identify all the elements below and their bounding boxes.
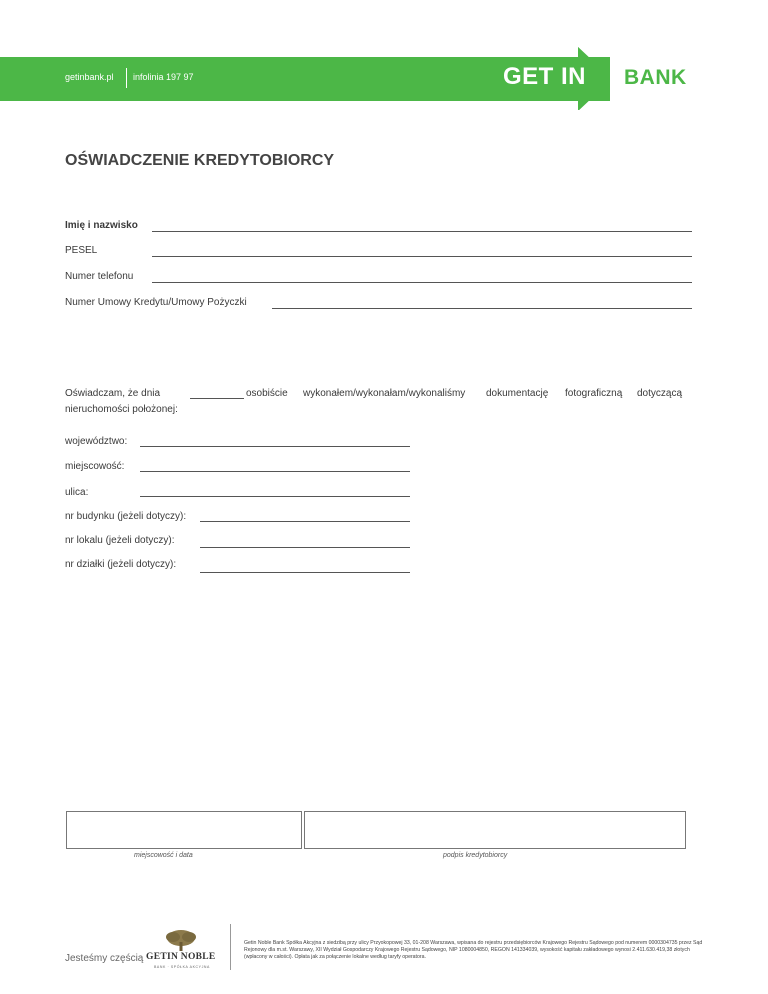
pesel-label: PESEL (65, 245, 98, 256)
apartment-no-field[interactable] (200, 547, 410, 548)
place-date-caption: miejscowość i data (134, 852, 193, 859)
place-date-box[interactable] (66, 811, 302, 849)
footer-part-of: Jesteśmy częścią (65, 953, 144, 964)
logo-get-in: GET IN (503, 63, 587, 90)
voivodeship-label: województwo: (65, 436, 128, 447)
phone-field[interactable] (152, 282, 692, 283)
street-field[interactable] (140, 496, 410, 497)
phone-label: Numer telefonu (65, 271, 134, 282)
building-no-field[interactable] (200, 521, 410, 522)
hotline-text: infolinia 197 97 (133, 72, 194, 82)
statement-word: wykonałem/wykonałam/wykonaliśmy (303, 388, 466, 399)
signature-caption: podpis kredytobiorcy (443, 852, 508, 859)
agreement-number-label: Numer Umowy Kredytu/Umowy Pożyczki (65, 297, 247, 308)
city-field[interactable] (140, 471, 410, 472)
pesel-field[interactable] (152, 256, 692, 257)
statement-date-field[interactable] (190, 398, 244, 399)
signature-box[interactable] (304, 811, 686, 849)
city-label: miejscowość: (65, 461, 125, 472)
statement-line-2: nieruchomości położonej: (65, 404, 178, 415)
street-label: ulica: (65, 487, 89, 498)
footer-divider (230, 924, 231, 970)
header-divider (126, 68, 127, 88)
statement-word: osobiście (246, 388, 288, 399)
plot-no-field[interactable] (200, 572, 410, 573)
footer-legal-text: Getin Noble Bank Spółka Akcyjna z siedzibą przy ulicy Przyokopowej 33, 01-208 Warszawa, wpisana do rejestru przedsiębiorców Krajowego Rejestru Sądowego pod numerem 0000304735 przez Sąd Rejonowy dla m.st. Warszawy, XII Wydział Gospodarczy Krajowego Rejestru Sądowego, NIP 1080004850, REGON 141334039, wysokość kapitału zakładowego wynosi 2.411.630.419,38 złotych (wpłacony w całości). Opłata jak za połączenie lokalne według taryfy operatora. (244, 940, 703, 960)
website-link[interactable]: getinbank.pl (65, 72, 114, 82)
plot-no-label: nr działki (jeżeli dotyczy): (65, 559, 177, 570)
group-logo-sub: BANK · SPÓŁKA AKCYJNA (154, 965, 210, 969)
statement-word: fotograficzną (565, 388, 623, 399)
building-no-label: nr budynku (jeżeli dotyczy): (65, 511, 187, 522)
group-logo-name: GETIN NOBLE (146, 952, 216, 962)
logo-arrow-icon (0, 0, 768, 110)
statement-word: dokumentację (486, 388, 549, 399)
full-name-label: Imię i nazwisko (65, 220, 138, 231)
agreement-number-field[interactable] (272, 308, 692, 309)
logo-bank: BANK (624, 66, 687, 89)
statement-word: dotyczącą (637, 388, 683, 399)
voivodeship-field[interactable] (140, 446, 410, 447)
statement-word: Oświadczam, że dnia (65, 388, 161, 399)
full-name-field[interactable] (152, 231, 692, 232)
page-title: OŚWIADCZENIE KREDYTOBIORCY (65, 152, 335, 169)
apartment-no-label: nr lokalu (jeżeli dotyczy): (65, 535, 175, 546)
